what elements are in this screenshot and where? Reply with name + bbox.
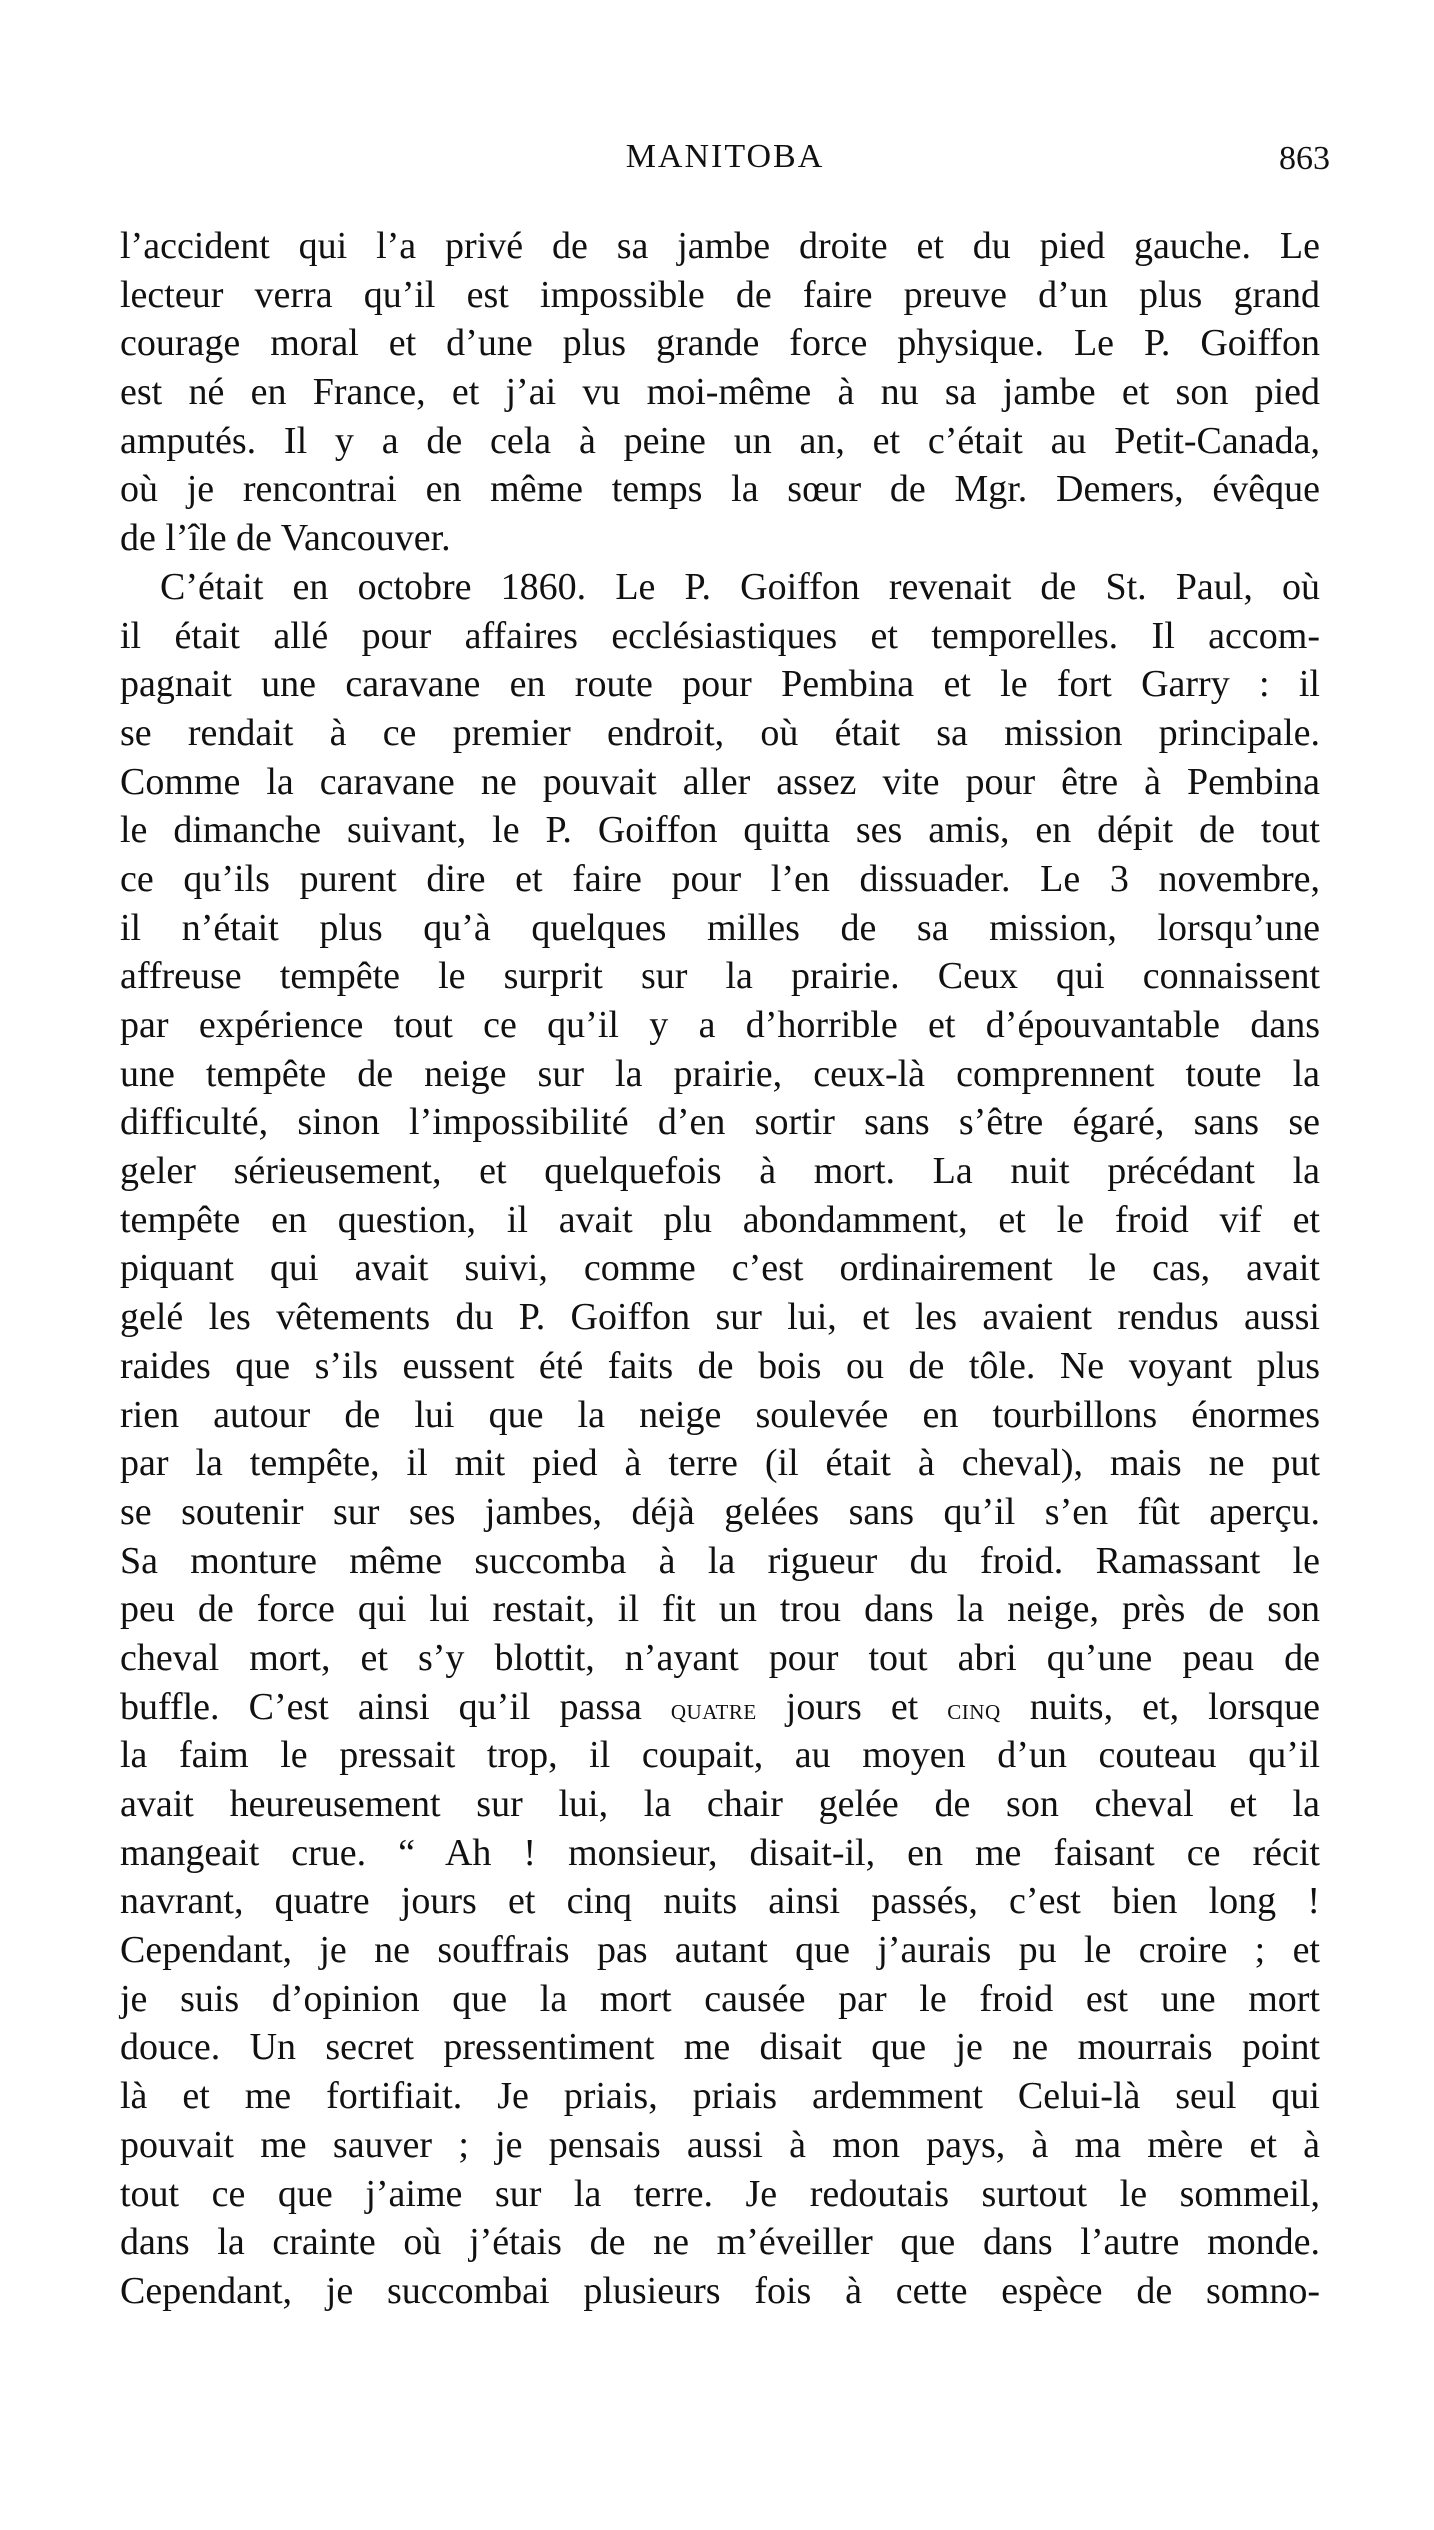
text-line: est né en France, et j’ai vu moi-même à nu sa jambe et son pied [120,371,1320,414]
text-line: par la tempête, il mit pied à terre (il était à cheval), mais ne put [120,1442,1320,1485]
text-line: gelé les vêtements du P. Goiffon sur lui, et les avaient rendus aussi [120,1296,1320,1339]
text-line: de l’île de Vancouver. [120,517,451,560]
text-line: pagnait une caravane en route pour Pembina et le fort Garry : il [120,663,1320,706]
running-title: MANITOBA [625,138,825,175]
text-fragment: jours et [756,1685,948,1728]
text-line: par expérience tout ce qu’il y a d’horrible et d’épouvantable dans [120,1004,1320,1046]
body-text [120,222,1320,2316]
text-fragment: nuits, et, lorsque [1000,1685,1320,1728]
text-line: amputés. Il y a de cela à peine un an, et c’était au Petit-Canada, [120,419,1320,462]
text-line: tempête en question, il avait plu abondamment, et le froid vif et [120,1198,1320,1241]
text-line: piquant qui avait suivi, comme c’est ordinairement le cas, avait [120,1247,1320,1290]
smallcaps-word: quatre [670,1692,757,1726]
text-line-smallcaps [120,1683,1320,1732]
text-line: pouvait me sauver ; je pensais aussi à mon pays, à ma mère et à [120,2123,1320,2166]
text-line: se soutenir sur ses jambes, déjà gelées sans qu’il s’en fût aperçu. [120,1490,1320,1533]
text-line: avait heureusement sur lui, la chair gelée de son cheval et la [120,1783,1320,1825]
smallcaps-word: cinq [947,1692,1001,1726]
page-number: 863 [1279,140,1330,177]
text-line: Sa monture même succomba à la rigueur du froid. Ramassant le [120,1539,1320,1582]
text-line: il n’était plus qu’à quelques milles de sa mission, lorsqu’une [120,906,1320,949]
text-line: raides que s’ils eussent été faits de bois ou de tôle. Ne voyant plus [120,1344,1320,1387]
text-line: tout ce que j’aime sur la terre. Je redoutais surtout le sommeil, [120,2172,1320,2215]
text-line: lecteur verra qu’il est impossible de faire preuve d’un plus grand [120,273,1320,316]
text-line: une tempête de neige sur la prairie, ceux-là comprennent toute la [120,1052,1320,1095]
text-line: Comme la caravane ne pouvait aller assez vite pour être à Pembina [120,760,1320,803]
text-line: où je rencontrai en même temps la sœur de Mgr. Demers, évêque [120,468,1320,511]
text-line: douce. Un secret pressentiment me disait que je ne mourrais point [120,2026,1320,2069]
text-line: mangeait crue. “ Ah ! monsieur, disait-il, en me faisant ce récit [120,1831,1320,1874]
text-line: se rendait à ce premier endroit, où était sa mission principale. [120,711,1320,754]
text-line: Cependant, je ne souffrais pas autant que j’aurais pu le croire ; et [120,1929,1320,1972]
text-fragment: buffle. C’est ainsi qu’il passa [120,1685,671,1728]
text-line: le dimanche suivant, le P. Goiffon quitta ses amis, en dépit de tout [120,809,1320,852]
text-line: navrant, quatre jours et cinq nuits ainsi passés, c’est bien long ! [120,1880,1320,1923]
text-line: l’accident qui l’a privé de sa jambe droite et du pied gauche. Le [120,225,1320,267]
text-line: là et me fortifiait. Je priais, priais ardemment Celui-là seul qui [120,2075,1320,2118]
text-line: Cependant, je succombai plusieurs fois à cette espèce de somno- [120,2269,1320,2312]
text-line: courage moral et d’une plus grande force physique. Le P. Goiffon [120,322,1320,365]
text-line: ce qu’ils purent dire et faire pour l’en dissuader. Le 3 novembre, [120,857,1320,900]
page-header [120,138,1330,188]
text-line: il était allé pour affaires ecclésiastiques et temporelles. Il accom- [120,614,1320,657]
text-line: difficulté, sinon l’impossibilité d’en sortir sans s’être égaré, sans se [120,1101,1320,1144]
text-line: geler sérieusement, et quelquefois à mort. La nuit précédant la [120,1150,1320,1193]
text-line: je suis d’opinion que la mort causée par le froid est une mort [120,1977,1320,2020]
text-line: la faim le pressait trop, il coupait, au moyen d’un couteau qu’il [120,1734,1320,1777]
text-line: dans la crainte où j’étais de ne m’éveiller que dans l’autre monde. [120,2221,1320,2264]
text-line: C’était en octobre 1860. Le P. Goiffon revenait de St. Paul, où [160,565,1320,608]
text-line: peu de force qui lui restait, il fit un trou dans la neige, près de son [120,1588,1320,1631]
text-line: rien autour de lui que la neige soulevée en tourbillons énormes [120,1393,1320,1436]
text-line: cheval mort, et s’y blottit, n’ayant pour tout abri qu’une peau de [120,1636,1320,1679]
text-line: affreuse tempête le surprit sur la prairie. Ceux qui connaissent [120,955,1320,998]
